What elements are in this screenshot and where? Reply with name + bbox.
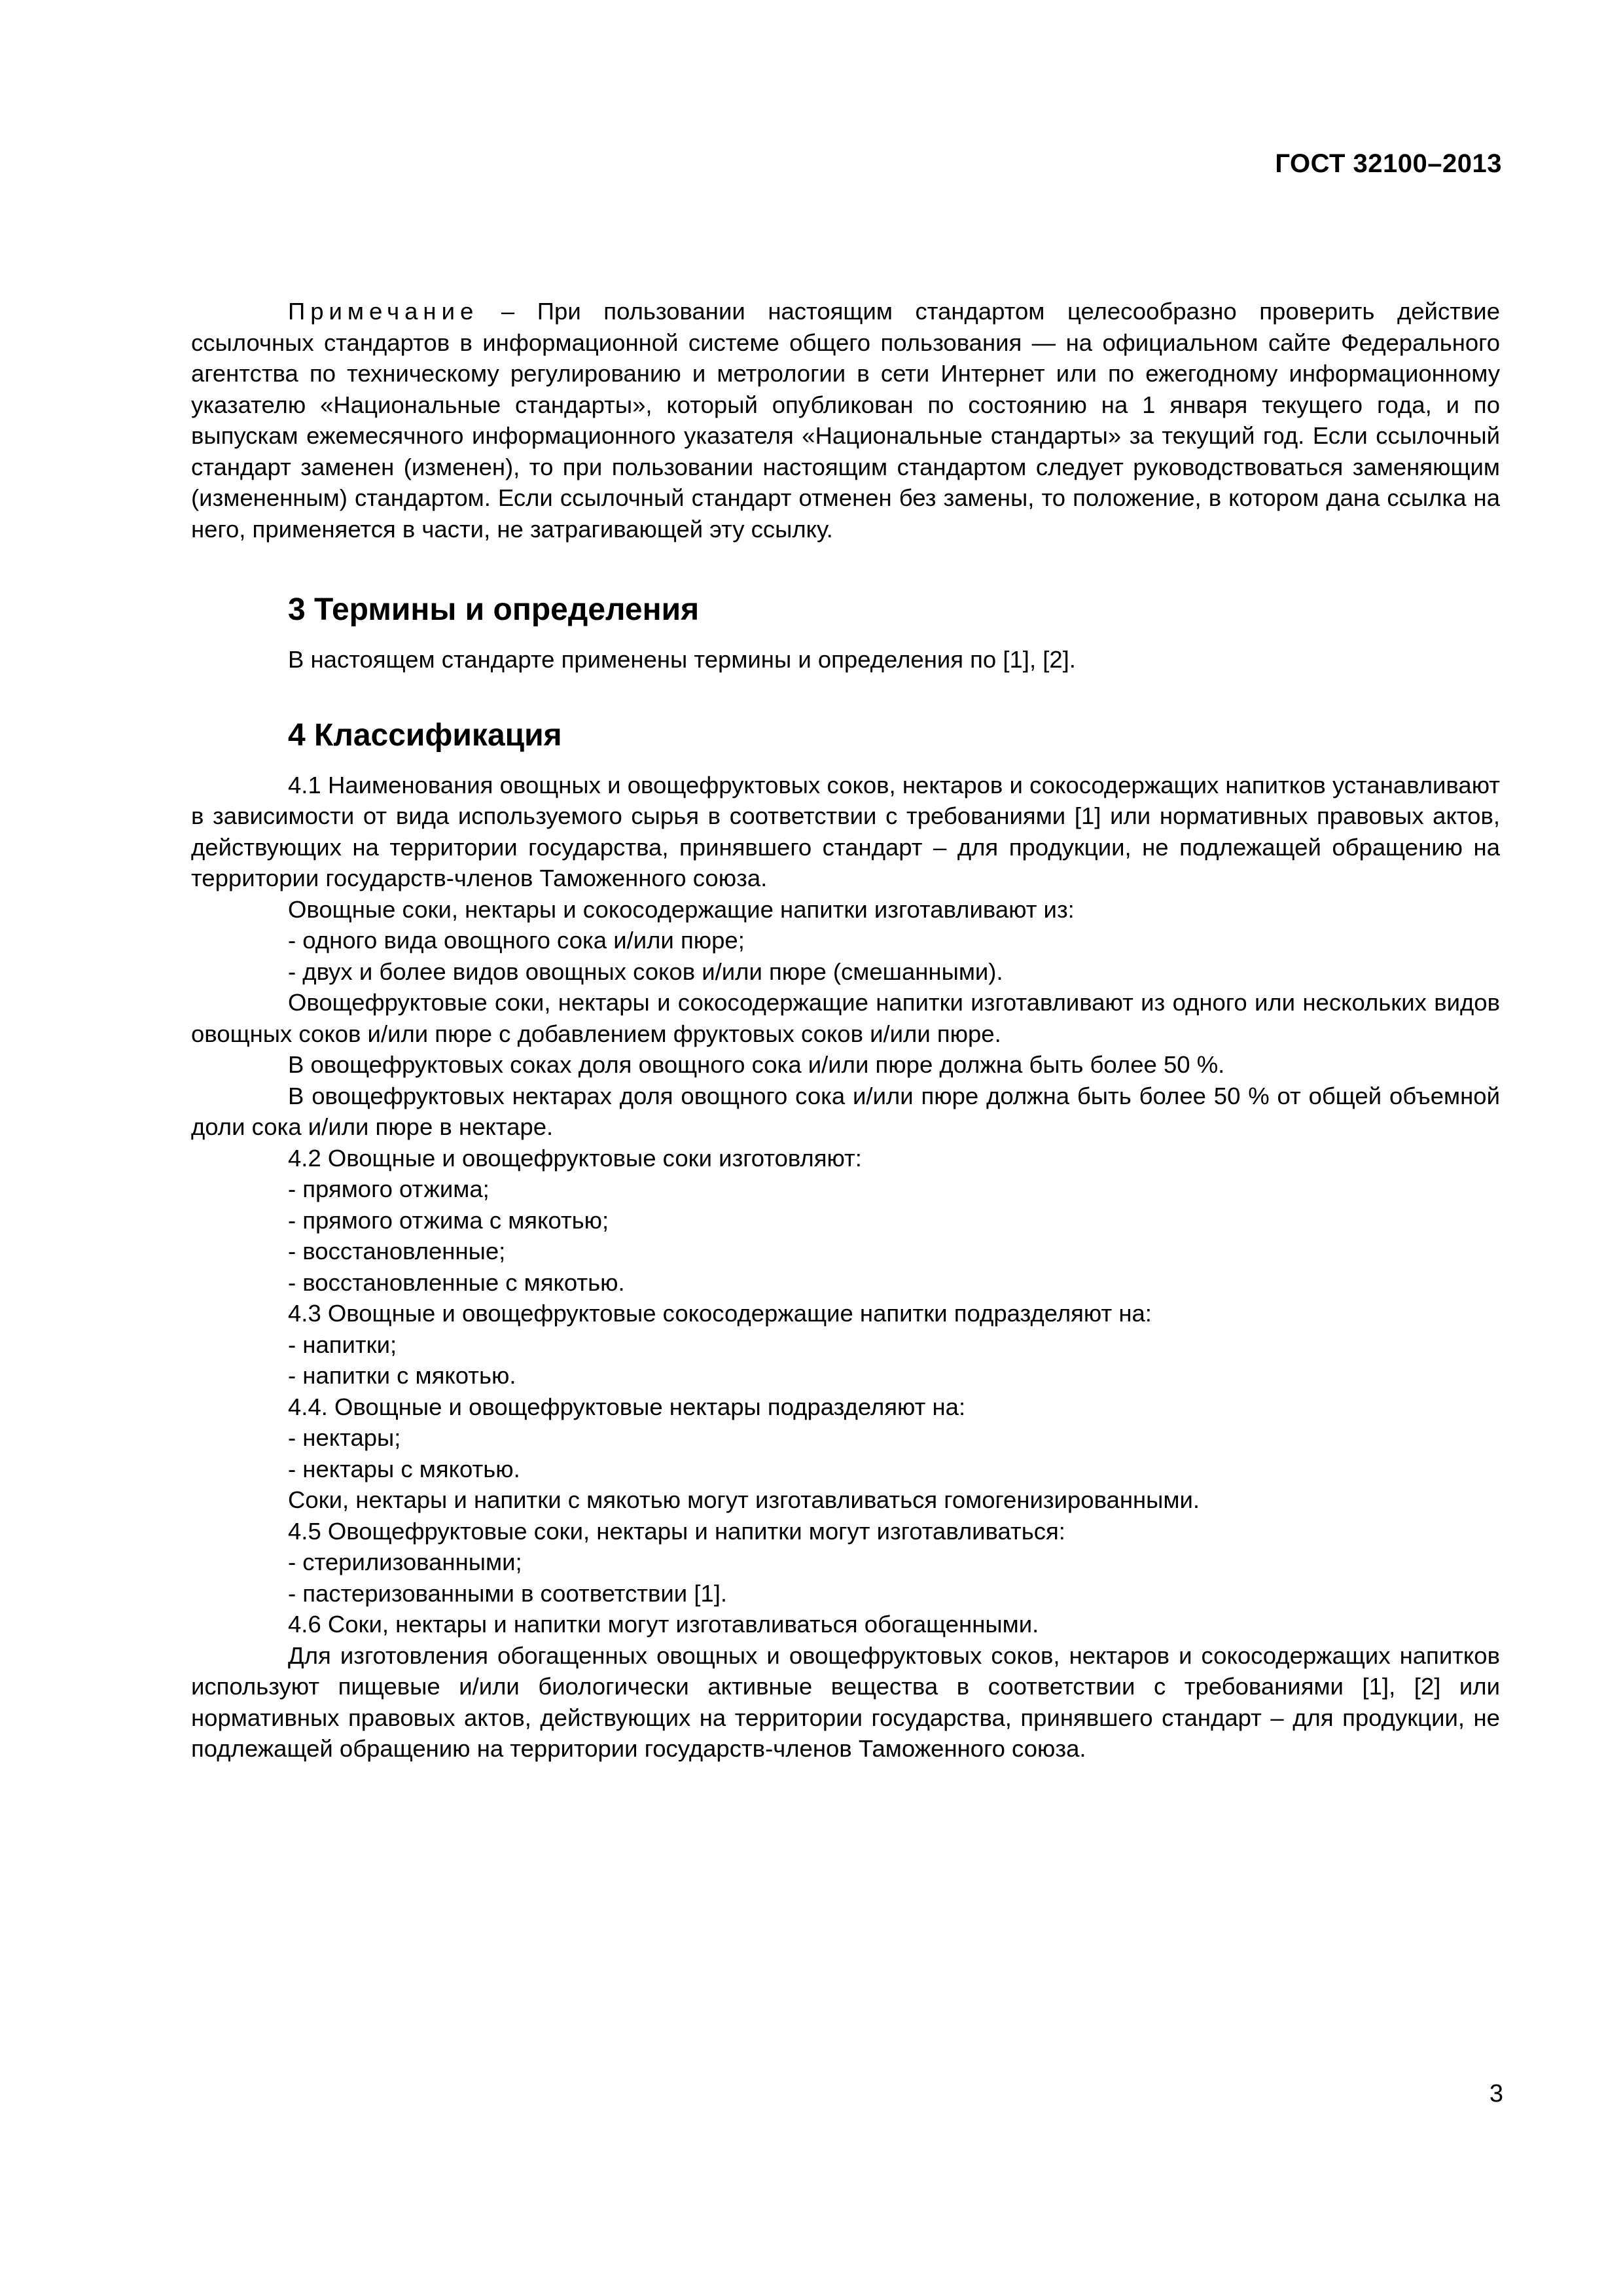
list-item: - напитки с мякотью. — [288, 1362, 516, 1389]
list-item: - пастеризованными в соответствии [1]. — [288, 1579, 728, 1607]
juice-share-paragraph: В овощефруктовых соках доля овощного сока и/или пюре должна быть более 50 %. — [288, 1051, 1225, 1078]
homogenized-paragraph: Соки, нектары и напитки с мякотью могут изготавливаться гомогенизированными. — [288, 1486, 1200, 1513]
list-item: - восстановленные с мякотью. — [288, 1268, 625, 1296]
note-paragraph — [191, 296, 1500, 545]
page-content — [191, 296, 1500, 1765]
clause-4-1: 4.1 Наименования овощных и овощефруктовых соков, нектаров и сокосодержащих напитков устанавливают в зависимости от вида используемого сырья в соответствии с требованиями [1] или нормативных правовых актов, действующих на территории государства, принявшего стандарт – для продукции, не подлежащей обращению на территории государств-членов Таможенного союза. — [191, 771, 1500, 891]
list-item: - прямого отжима; — [288, 1175, 490, 1202]
clause-4-4: 4.4. Овощные и овощефруктовые нектары подразделяют на: — [288, 1393, 966, 1420]
clause-4-6: 4.6 Соки, нектары и напитки могут изготавливаться обогащенными. — [288, 1611, 1039, 1638]
clause-4-3: 4.3 Овощные и овощефруктовые сокосодержащие напитки подразделяют на: — [288, 1300, 1152, 1327]
list-item: - стерилизованными; — [288, 1549, 522, 1575]
list-item: - восстановленные; — [288, 1238, 506, 1265]
list-item: - прямого отжима с мякотью; — [288, 1206, 609, 1234]
nectar-share-paragraph: В овощефруктовых нектарах доля овощного сока и/или пюре должна быть более 50 % от общей объемной доли сока и/или пюре в нектаре. — [191, 1082, 1500, 1140]
list-item: - нектары с мякотью. — [288, 1455, 520, 1482]
list-item: - напитки; — [288, 1331, 397, 1358]
note-text: – При пользовании настоящим стандартом целесообразно проверить действие ссылочных стандартов в информационной системе общего пользования — на официальном сайте Федерального агентства по техническому регулированию и метрологии в сети Интернет или по ежегодному информационному указателю «Национальные стандарты», который опубликован по состоянию на 1 января текущего года, и по выпускам ежемесячного информационного указателя «Национальные стандарты» за текущий год. Если ссылочный стандарт заменен (изменен), то при пользовании настоящим стандартом следует руководствоваться заменяющим (измененным) стандартом. Если ссылочный стандарт отменен без замены, то положение, в котором дана ссылка на него, применяется в части, не затрагивающей эту ссылку. — [191, 298, 1500, 543]
section-3-text: В настоящем стандарте применены термины и определения по [1], [2]. — [288, 646, 1076, 673]
vegfruit-paragraph: Овощефруктовые соки, нектары и сокосодержащие напитки изготавливают из одного или нескольких видов овощных соков и/или пюре с добавлением фруктовых соков и/или пюре. — [191, 989, 1500, 1047]
veg-intro-paragraph: Овощные соки, нектары и сокосодержащие напитки изготавливают из: — [288, 895, 1075, 923]
note-label: Примечание — [288, 298, 479, 325]
list-item: - двух и более видов овощных соков и/или пюре (смешанными). — [288, 958, 1003, 985]
section-3-heading: 3 Термины и определения — [288, 592, 700, 627]
enrichment-paragraph: Для изготовления обогащенных овощных и овощефруктовых соков, нектаров и сокосодержащих напитков используют пищевые и/или биологически активные вещества в соответствии с требованиями [1], [2] или нормативных правовых актов, действующих на территории государства, принявшего стандарт – для продукции, не подлежащей обращению на территории государств-членов Таможенного союза. — [191, 1641, 1500, 1762]
clause-4-2: 4.2 Овощные и овощефруктовые соки изготовляют: — [288, 1144, 862, 1172]
clause-4-5: 4.5 Овощефруктовые соки, нектары и напитки могут изготавливаться: — [288, 1517, 1065, 1545]
list-item: - одного вида овощного сока и/или пюре; — [288, 927, 745, 954]
section-4-heading: 4 Классификация — [288, 717, 562, 753]
page-number: 3 — [1489, 2080, 1503, 2108]
list-item: - нектары; — [288, 1424, 401, 1451]
document-id-header: ГОСТ 32100–2013 — [1275, 149, 1502, 178]
